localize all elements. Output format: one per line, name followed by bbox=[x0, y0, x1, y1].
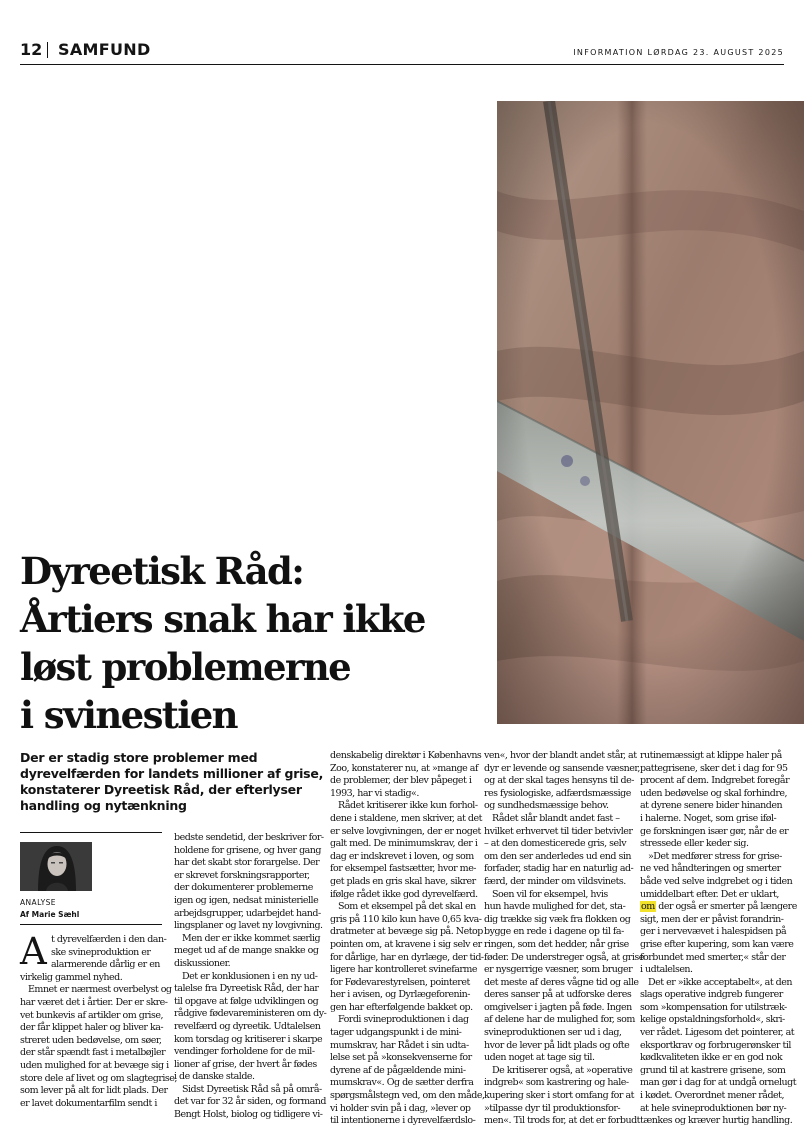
body-line: er selve lovgivningen, der er noget bbox=[330, 825, 481, 837]
body-line: Fordi svineproduktionen i dag bbox=[338, 1014, 469, 1026]
body-line: rutinemæssigt at klippe haler på bbox=[640, 750, 782, 761]
body-line: færd, der minder om vildsvinets. bbox=[484, 875, 626, 887]
body-line: virkelig gammel nyhed. bbox=[20, 971, 123, 983]
byline: Af Marie Sæhl bbox=[20, 910, 80, 919]
body-line: »Det medfører stress for grise- bbox=[648, 850, 782, 862]
body-line: arbejdsgrupper, udarbejdet hand- bbox=[174, 907, 321, 919]
standfirst-line: handling og nytænkning bbox=[20, 798, 187, 813]
body-line: talelse fra Dyreetisk Råd, der har bbox=[174, 983, 319, 995]
body-line: om den ser anderledes ud end sin bbox=[484, 850, 632, 862]
standfirst-line: konstaterer Dyreetisk Råd, der efterlyser bbox=[20, 782, 302, 797]
body-line: uden noget at tage sig til. bbox=[484, 1052, 595, 1064]
body-line: dene i staldene, men skriver, at det bbox=[330, 812, 482, 824]
body-line: spørgsmålstegn ved, om den måde, bbox=[330, 1090, 485, 1102]
body-line: 1993, har vi stadig«. bbox=[330, 787, 419, 799]
body-line: har det skabt stor forargelse. Der bbox=[174, 857, 320, 869]
body-line: streret uden bedøvelse, om søer, bbox=[20, 1034, 162, 1046]
body-line: er skrevet forskningsrapporter, bbox=[174, 869, 310, 881]
body-line: galt med. De minimumskrav, der i bbox=[330, 838, 478, 850]
header-rule bbox=[20, 64, 784, 65]
body-line: man gør i dag for at undgå ornelugt bbox=[640, 1077, 797, 1089]
body-line: bygge en rede i dagene op til fa- bbox=[484, 926, 624, 938]
body-line: Emnet er nærmest overbelyst og bbox=[28, 984, 172, 996]
body-column-5 bbox=[640, 750, 797, 1128]
publication-line: INFORMATION LØRDAG 23. AUGUST 2025 bbox=[573, 48, 784, 57]
body-line: Zoo, konstaterer nu, at »mange af bbox=[330, 762, 478, 774]
body-line: til opgave at følge udviklingen og bbox=[174, 995, 319, 1007]
header-separator bbox=[47, 42, 48, 58]
body-line: har været det i årtier. Der er skre- bbox=[20, 996, 168, 1008]
body-line: her i avisen, og Dyrlægeforenin- bbox=[330, 989, 470, 1001]
body-line: rådgive fødevareministeren om dy- bbox=[174, 1008, 327, 1020]
body-line: ne ved håndteringen og smerter bbox=[640, 863, 781, 875]
body-line: svineproduktionen ser ud i dag, bbox=[484, 1027, 622, 1039]
body-line: forbundet med smerter,« står der bbox=[640, 951, 786, 963]
body-column-2 bbox=[174, 832, 326, 1122]
body-line: indgreb« som kastrering og hale- bbox=[484, 1077, 629, 1089]
body-line: er nysgerrige væsner, som bruger bbox=[484, 964, 633, 976]
body-line: hun havde mulighed for det, sta- bbox=[484, 901, 626, 913]
page-number: 12 bbox=[20, 40, 43, 59]
body-line: uden bedøvelse og skal forhindre, bbox=[640, 787, 787, 799]
headline-line: i svinestien bbox=[20, 693, 237, 737]
body-line: mumskrav«. Og de sætter derfra bbox=[330, 1077, 474, 1089]
body-line: dig trække sig væk fra flokken og bbox=[484, 913, 631, 925]
body-line: meget ud af de mange snakke og bbox=[174, 945, 319, 957]
body-line: i kødet. Overordnet mener rådet, bbox=[640, 1090, 785, 1102]
body-line: sigt, men der er påvist forandrin- bbox=[640, 913, 784, 925]
body-line: Sidst Dyreetisk Råd så på områ- bbox=[182, 1083, 322, 1095]
body-line: der står spændt fast i metalbøjler bbox=[20, 1047, 166, 1059]
body-line: pointen om, at kravene i sig selv er bbox=[330, 938, 482, 950]
pig-skin-photo-image bbox=[497, 101, 804, 724]
body-line: lioner af grise, der hvert år fødes bbox=[174, 1058, 317, 1070]
body-line: dag er indskrevet i loven, og som bbox=[330, 850, 474, 862]
drop-cap: A bbox=[20, 930, 47, 973]
body-column-4 bbox=[484, 750, 644, 1128]
body-line: Soen vil for eksempel, hvis bbox=[492, 888, 608, 900]
body-line: vet bunkevis af artikler om grise, bbox=[20, 1009, 163, 1021]
headline-line: Dyreetisk Råd: bbox=[20, 549, 304, 593]
body-line: dratmeter at bevæge sig på. Netop bbox=[330, 926, 483, 938]
body-line: dyr er levende og sansende væsner, bbox=[484, 762, 640, 774]
body-line: af delene har de mulighed for, som bbox=[484, 1014, 635, 1026]
body-line: hvor de lever på lidt plads og ofte bbox=[484, 1039, 630, 1051]
body-column-3 bbox=[330, 750, 485, 1128]
body-line: ske svineproduktion er bbox=[51, 946, 151, 958]
author-top-rule bbox=[20, 832, 162, 833]
body-line: for Fødevarestyrelsen, pointeret bbox=[330, 976, 470, 988]
body-line: kelige opstaldningsforhold«, skri- bbox=[640, 1014, 785, 1026]
body-line: er lavet dokumentarfilm sendt i bbox=[20, 1097, 157, 1109]
body-line: uden mulighed for at bevæge sig i bbox=[20, 1059, 169, 1071]
author-portrait-image bbox=[20, 842, 92, 891]
body-line: forfader, stadig har en naturlig ad- bbox=[484, 863, 634, 875]
body-line: ge forskningen især gør, når de er bbox=[640, 825, 789, 837]
body-line: og sundhedsmæssige behov. bbox=[484, 800, 609, 812]
article-kicker: ANALYSE bbox=[20, 898, 56, 907]
body-line: dyrene af de pågældende mini- bbox=[330, 1064, 466, 1076]
body-line: i udtalelsen. bbox=[640, 964, 693, 976]
body-line: at dyrene senere bider hinanden bbox=[640, 800, 783, 812]
body-line: grise efter kupering, som kan være bbox=[640, 938, 794, 950]
body-line: alarmerende dårlig er en bbox=[51, 959, 160, 971]
body-line: Som et eksempel på det skal en bbox=[338, 901, 476, 913]
body-line: umiddelbart efter. Det er uklart, bbox=[640, 888, 779, 900]
body-line: Det er konklusionen i en ny ud- bbox=[182, 970, 318, 982]
body-line: lelse set på »konsekvenserne for bbox=[330, 1052, 472, 1064]
body-line: til intentionerne i dyrevelfærdslo- bbox=[330, 1115, 476, 1127]
body-line: ven«, hvor der blandt andet står, at bbox=[484, 750, 637, 761]
body-line: der dokumenterer problemerne bbox=[174, 882, 313, 894]
standfirst bbox=[20, 750, 324, 814]
body-line: og at der skal tages hensyns til de- bbox=[484, 775, 634, 787]
body-line: at hele svineproduktionen bør ny- bbox=[640, 1102, 787, 1114]
body-line: diskussioner. bbox=[174, 957, 231, 969]
pig-skin-photo bbox=[497, 101, 804, 724]
body-line: »tilpasse dyr til produktionsfor- bbox=[484, 1102, 621, 1114]
body-line: vendinger forholdene for de mil- bbox=[174, 1046, 315, 1058]
headline-line: Årtiers snak har ikke bbox=[20, 597, 425, 641]
standfirst-line: dyrevelfærden for landets millioner af grise, bbox=[20, 766, 324, 781]
body-line: eksportkrav og forbrugerønsker til bbox=[640, 1039, 791, 1051]
headline bbox=[20, 547, 480, 739]
body-line: gris på 110 kilo kun have 0,65 kva- bbox=[330, 913, 482, 925]
body-line: Bengt Holst, biolog og tidligere vi- bbox=[174, 1109, 323, 1121]
body-line: omgivelser i jagten på føde. Ingen bbox=[484, 1001, 632, 1013]
body-line: De kritiserer også, at »operative bbox=[492, 1064, 633, 1076]
body-line: bedste sendetid, der beskriver for- bbox=[174, 832, 324, 843]
body-line: ger i nervevævet i halespidsen på bbox=[640, 926, 787, 938]
body-line: t dyrevelfærden i den dan- bbox=[51, 934, 167, 945]
body-line: i halerne. Noget, som grise iføl- bbox=[640, 812, 777, 824]
body-line: Men der er ikke kommet særlig bbox=[182, 932, 321, 944]
body-line: kupering sker i stort omfang for at bbox=[484, 1090, 634, 1102]
body-line: både ved selve indgrebet og i tiden bbox=[640, 875, 793, 887]
body-line: vi holder svin på i dag, »lever op bbox=[330, 1102, 471, 1114]
body-line: for eksempel fastsætter, hvor me- bbox=[330, 863, 477, 875]
body-line: i de danske stalde. bbox=[174, 1071, 255, 1083]
body-line: lingsplaner og lavet ny lovgivning. bbox=[174, 920, 323, 932]
body-line: tager udgangspunkt i de mini- bbox=[330, 1027, 462, 1039]
author-bottom-rule bbox=[20, 924, 162, 925]
body-line: ifølge rådet ikke god dyrevelfærd. bbox=[330, 888, 478, 900]
highlight-rest: der også er smerter på længere bbox=[655, 901, 797, 913]
body-line: store dele af livet og om slagtegrise, bbox=[20, 1072, 177, 1084]
body-line: men«. Til trods for, at det er forbudt bbox=[484, 1115, 640, 1127]
body-line: kom torsdag og kritiserer i skarpe bbox=[174, 1033, 323, 1045]
body-line: get plads en gris skal have, sikrer bbox=[330, 875, 476, 887]
body-line: som »kompensation for utilstræk- bbox=[640, 1001, 787, 1013]
body-line: procent af dem. Indgrebet foregår bbox=[640, 775, 790, 787]
body-line: Rådet slår blandt andet fast – bbox=[492, 812, 620, 824]
body-column-1-intro bbox=[51, 934, 166, 972]
body-line: det var for 32 år siden, og formand bbox=[174, 1096, 327, 1108]
headline-line: løst problemerne bbox=[20, 645, 351, 689]
body-line: grund til at kastrere grisene, som bbox=[640, 1064, 786, 1076]
highlighted-word: om bbox=[641, 901, 655, 913]
body-line: kødkvaliteten ikke er en god nok bbox=[640, 1052, 783, 1064]
author-portrait bbox=[20, 842, 92, 891]
body-line: Det er »ikke acceptabelt«, at den bbox=[648, 976, 792, 988]
standfirst-line: Der er stadig store problemer med bbox=[20, 750, 258, 765]
body-line: ver rådet. Ligesom det pointerer, at bbox=[640, 1027, 795, 1039]
body-line: revelfærd og dyreetik. Udtalelsen bbox=[174, 1020, 321, 1032]
body-line: Rådet kritiserer ikke kun forhol- bbox=[338, 800, 478, 812]
body-line: slags operative indgreb fungerer bbox=[640, 989, 783, 1001]
body-line: som lever på alt for lidt plads. Der bbox=[20, 1085, 168, 1097]
body-line: gen har efterfølgende bakket op. bbox=[330, 1001, 473, 1013]
body-line: igen og igen, nedsat ministerielle bbox=[174, 894, 319, 906]
body-column-1 bbox=[20, 972, 177, 1111]
body-line: tænkes og kræver hurtig handling. bbox=[640, 1115, 793, 1127]
body-line: der får klippet haler og bliver ka- bbox=[20, 1022, 164, 1034]
body-line: denskabelig direktør i Københavns bbox=[330, 750, 482, 761]
body-line: ligere har kontrolleret svinefarme bbox=[330, 964, 478, 976]
body-line: stressede eller keder sig. bbox=[640, 838, 749, 850]
body-line-highlighted bbox=[640, 901, 797, 914]
body-line: de problemer, der blev påpeget i bbox=[330, 775, 472, 787]
body-line: holdene for grisene, og hver gang bbox=[174, 844, 322, 856]
body-line: ringen, som det hedder, når grise bbox=[484, 938, 629, 950]
body-line: føder. De understreger også, at grise bbox=[484, 951, 644, 963]
body-line: det meste af deres vågne tid og alle bbox=[484, 976, 639, 988]
body-line: res fysiologiske, adfærdsmæssige bbox=[484, 787, 631, 799]
section-name: SAMFUND bbox=[58, 40, 151, 59]
body-line: for dårlige, har en dyrlæge, der tid- bbox=[330, 951, 484, 963]
body-line: deres sanser på at udforske deres bbox=[484, 989, 632, 1001]
body-line: hvilket erhvervet til tider betvivler bbox=[484, 825, 633, 837]
body-line: mumskrav, har Rådet i sin udta- bbox=[330, 1039, 469, 1051]
body-line: pattegrisene, sker det i dag for 95 bbox=[640, 762, 788, 774]
body-line: – at den domesticerede gris, selv bbox=[484, 838, 627, 850]
